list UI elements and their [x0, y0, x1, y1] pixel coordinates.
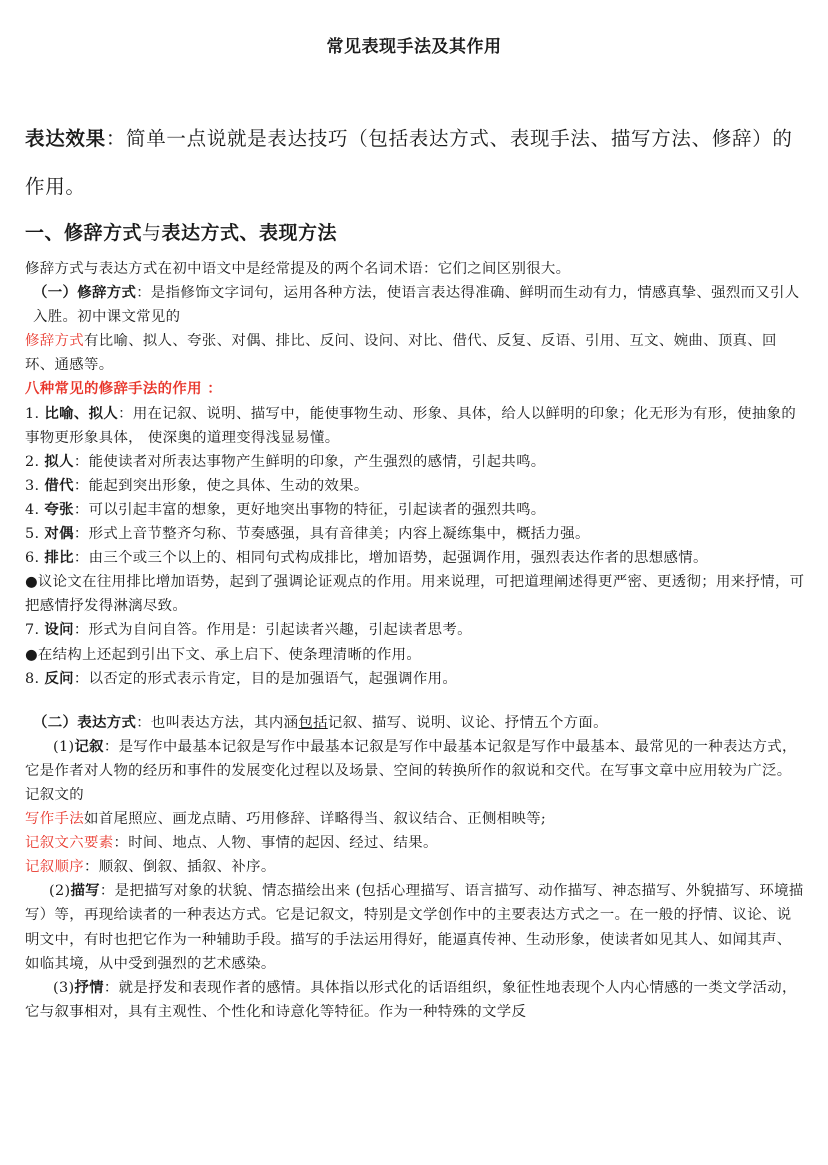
- narration-sub: 记叙文的: [25, 786, 84, 803]
- rhetoric-list-text: 有比喻、拟人、夸张、对偶、排比、反问、设问、对比、借代、反复、反语、引用、互文、婉曲、顶真、回环、通感等。: [25, 333, 777, 374]
- page-title: 常见表现手法及其作用: [326, 37, 502, 57]
- lyric-label: 抒情: [74, 979, 104, 996]
- heading-part-b: 与: [142, 222, 162, 244]
- narration-order-label: 记叙顺序: [25, 859, 84, 876]
- description-paragraph: (2)描写：是把描写对象的状貌、情态描绘出来 (包括心理描写、语言描写、动作描写、神态描写、外貌描写、环境描写）等，再现给读者的一种表达方式。它是记叙文，特别是文学创作中的主要表达方式之一。在一般的抒情、议论、说明文中，有时也把它作为一种辅助手段。描写的手法运用得好，能逼真传神、生动形象，使读者如见其人、如闻其声、如临其境，从中受到强烈的艺术感染。: [25, 883, 804, 972]
- narration-order: 记叙顺序：顺叙、倒叙、插叙、补序。: [25, 859, 276, 876]
- six-elements: 记叙文六要素：时间、地点、人物、事情的起因、经过、结果。: [25, 835, 438, 852]
- list-item: 6. 排比：由三个或三个以上的、相同句式构成排比，增加语势，起强调作用，强烈表达作者的思想感情。: [25, 550, 708, 567]
- body-text: [25, 257, 805, 1024]
- lyric-paragraph: (3)抒情：就是抒发和表现作者的感情。具体指以形式化的话语组织，象征性地表现个人内心情感的一类文学活动，它与叙事相对，具有主观性、个性化和诗意化等特征。作为一种特殊的文学反: [25, 979, 797, 1020]
- list-item: 2. 拟人：能使读者对所表达事物产生鲜明的印象，产生强烈的感情，引起共鸣。: [25, 453, 546, 470]
- underlined-word: 包括: [298, 714, 328, 731]
- intro-label: 表达效果: [25, 127, 106, 150]
- lead-paragraph: 修辞方式与表达方式在初中语文中是经常提及的两个名词术语：它们之间区别很大。: [25, 261, 571, 277]
- sub-heading-rhetoric: （一）修辞方式: [33, 285, 137, 302]
- list-item: 8. 反问：以否定的形式表示肯定，目的是加强语气，起强调作用。: [25, 670, 458, 687]
- spacer: [25, 691, 805, 711]
- expression-definition: （二）表达方式：也叫表达方法，其内涵包括记叙、描写、说明、议论、抒情五个方面。: [33, 714, 608, 731]
- section-heading: [25, 218, 805, 245]
- intro-text: ：简单一点说就是表达技巧（包括表达方式、表现手法、描写方法、修辞）的作用。: [25, 127, 793, 198]
- list-item: 1. 比喻、拟人：用在记叙、说明、描写中，能使事物生动、形象、具体，给人以鲜明的印象；化无形为有形，使抽象的事物更形象具体， 使深奥的道理变得浅显易懂。: [25, 405, 797, 446]
- eight-rhetoric-heading: 八种常见的修辞手法的作用 ：: [25, 381, 222, 398]
- six-elements-label: 记叙文六要素: [25, 835, 114, 852]
- sub-heading-expression: （二）表达方式: [33, 714, 137, 731]
- writing-techniques-label: 写作手法: [25, 811, 84, 828]
- bullet-note: ●议论文在往用排比增加语势，起到了强调论证观点的作用。用来说理，可把道理阐述得更严密、更透彻；用来抒情，可把感情抒发得淋漓尽致。: [25, 574, 805, 615]
- narration-label: 记叙: [74, 738, 104, 755]
- list-item: 4. 夸张：可以引起丰富的想象，更好地突出事物的特征，引起读者的强烈共鸣。: [25, 501, 546, 518]
- rhetoric-definition: [25, 281, 805, 329]
- bullet-note: ●在结构上还起到引出下文、承上启下、使条理清晰的作用。: [25, 646, 422, 663]
- narration-paragraph: (1)记叙：是写作中最基本记叙是写作中最基本记叙是写作中最基本记叙是写作中最基本、最常见的一种表达方式，它是作者对人物的经历和事件的发展变化过程以及场景、空间的转换所作的叙说和交代。在写事文章中应用较为广泛。: [25, 738, 797, 779]
- rhetoric-list-label: 修辞方式: [25, 333, 84, 350]
- list-item: 7. 设问：形式为自问自答。作用是：引起读者兴趣，引起读者思考。: [25, 622, 472, 639]
- heading-part-c: 表达方式、表现方法: [161, 222, 338, 244]
- list-item: 5. 对偶：形式上音节整齐匀称、节奏感强，具有音律美；内容上凝练集中，概括力强。: [25, 526, 590, 543]
- description-label: 描写: [70, 883, 100, 900]
- heading-part-a: 一、修辞方式: [25, 222, 143, 244]
- writing-techniques: 写作手法如首尾照应、画龙点睛、巧用修辞、详略得当、叙议结合、正侧相映等;: [25, 811, 547, 828]
- rhetoric-definition-text: ：是指修饰文字词句，运用各种方法，使语言表达得准确、鲜明而生动有力，情感真挚、强烈而又引人入胜。初中课文常见的: [33, 285, 800, 326]
- intro-paragraph: [25, 115, 805, 211]
- rhetoric-list: [25, 329, 805, 377]
- list-item: 3. 借代：能起到突出形象，使之具体、生动的效果。: [25, 477, 369, 494]
